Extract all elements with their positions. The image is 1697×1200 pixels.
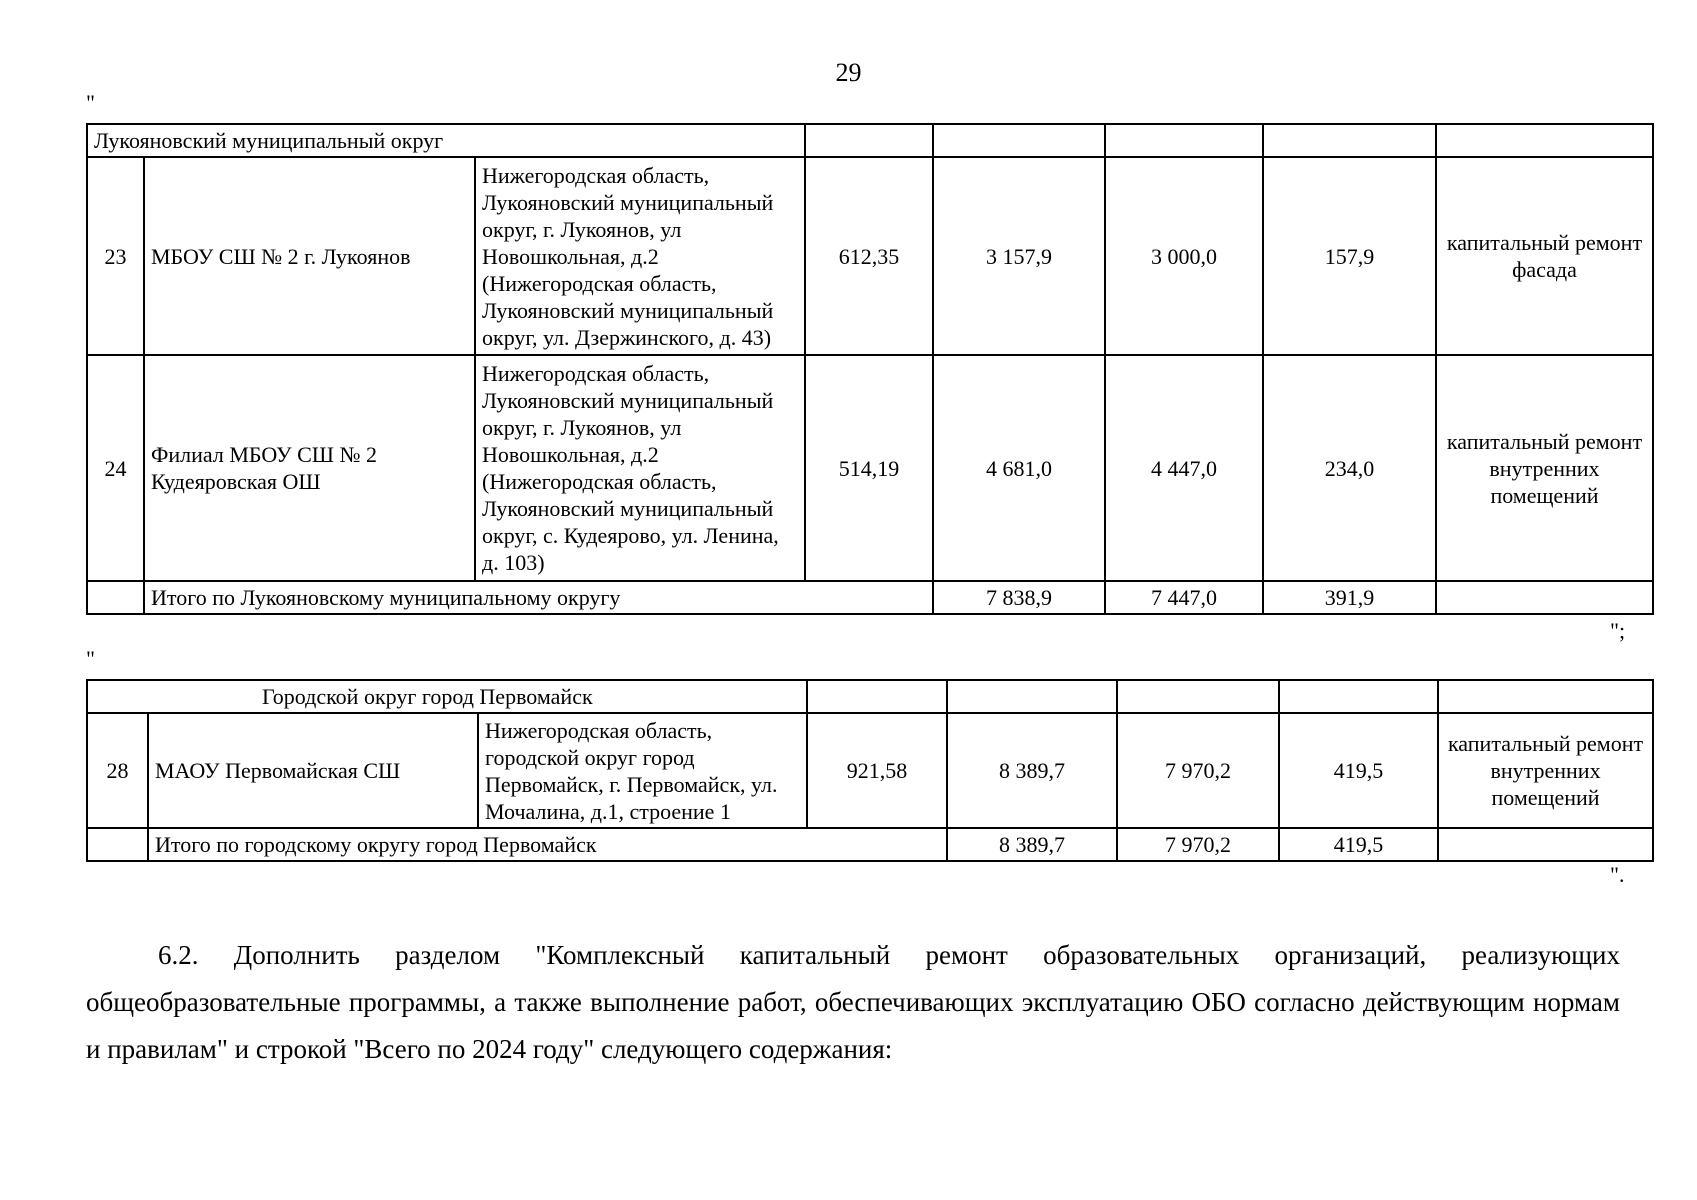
table-row bbox=[87, 157, 1653, 355]
local-value: 234,0 bbox=[1263, 355, 1436, 581]
local-value: 419,5 bbox=[1279, 713, 1438, 828]
paragraph-text: 6.2. Дополнить разделом "Комплексный капитальный ремонт образовательных организаций, реализующих общеобразовательные программы, а также выполнение работ, обеспечивающих эксплуатацию ОБО согласно действующим нормам и правилам" и строкой "Всего по 2024 году" следующего содержания: bbox=[86, 940, 1620, 1064]
total-sum: 7 838,9 bbox=[933, 581, 1105, 614]
opening-quote: " bbox=[86, 90, 95, 115]
total-value: 3 157,9 bbox=[933, 157, 1105, 355]
work-type: капитальный ремонт внутренних помещений bbox=[1438, 713, 1653, 828]
total-value: 4 681,0 bbox=[933, 355, 1105, 581]
local-sum: 391,9 bbox=[1263, 581, 1436, 614]
school-name: МБОУ СШ № 2 г. Лукоянов bbox=[144, 157, 475, 355]
area-value: 612,35 bbox=[805, 157, 933, 355]
local-value: 157,9 bbox=[1263, 157, 1436, 355]
section-header-row bbox=[87, 124, 1653, 157]
work-type: капитальный ремонт фасада bbox=[1436, 157, 1653, 355]
total-row bbox=[87, 581, 1653, 614]
row-number: 28 bbox=[87, 713, 148, 828]
school-address: Нижегородская область, Лукояновский муниципальный округ, г. Лукоянов, ул Новошкольная, д.2 (Нижегородская область, Лукояновский муниципальный округ, с. Кудеярово, ул. Ленина, д. 103) bbox=[475, 355, 805, 581]
closing-quote: "; bbox=[1610, 618, 1626, 643]
empty-cell bbox=[1117, 680, 1279, 713]
total-label: Итого по городскому округу город Первомайск bbox=[148, 828, 947, 861]
opening-quote: " bbox=[86, 646, 95, 671]
section-title: Городской округ город Первомайск bbox=[87, 680, 807, 713]
school-address: Нижегородская область, городской округ город Первомайск, г. Первомайск, ул. Мочалина, д.1, строение 1 bbox=[478, 713, 807, 828]
area-value: 514,19 bbox=[805, 355, 933, 581]
empty-cell bbox=[1263, 124, 1436, 157]
local-sum: 419,5 bbox=[1279, 828, 1438, 861]
area-value: 921,58 bbox=[807, 713, 947, 828]
empty-cell bbox=[1279, 680, 1438, 713]
school-name: Филиал МБОУ СШ № 2 Кудеяровская ОШ bbox=[144, 355, 475, 581]
empty-cell bbox=[807, 680, 947, 713]
empty-cell bbox=[933, 124, 1105, 157]
empty-cell bbox=[947, 680, 1117, 713]
regional-sum: 7 447,0 bbox=[1105, 581, 1263, 614]
closing-quote: ". bbox=[1610, 862, 1625, 887]
empty-cell bbox=[1438, 680, 1653, 713]
empty-cell bbox=[805, 124, 933, 157]
regional-value: 3 000,0 bbox=[1105, 157, 1263, 355]
paragraph-6-2 bbox=[86, 932, 1620, 1073]
table-row bbox=[87, 713, 1653, 828]
section-header-row bbox=[87, 680, 1653, 713]
regional-sum: 7 970,2 bbox=[1117, 828, 1279, 861]
empty-cell bbox=[1436, 581, 1653, 614]
empty-cell bbox=[1438, 828, 1653, 861]
empty-cell bbox=[1105, 124, 1263, 157]
section-title: Лукояновский муниципальный округ bbox=[87, 124, 805, 157]
work-type: капитальный ремонт внутренних помещений bbox=[1436, 355, 1653, 581]
page-number: 29 bbox=[835, 58, 862, 87]
total-value: 8 389,7 bbox=[947, 713, 1117, 828]
total-row bbox=[87, 828, 1653, 861]
empty-cell bbox=[1436, 124, 1653, 157]
row-number: 24 bbox=[87, 355, 144, 581]
total-label: Итого по Лукояновскому муниципальному округу bbox=[144, 581, 933, 614]
table-pervomaysk bbox=[86, 679, 1654, 862]
school-name: МАОУ Первомайская СШ bbox=[148, 713, 478, 828]
table-lukoyanov bbox=[86, 123, 1654, 615]
regional-value: 4 447,0 bbox=[1105, 355, 1263, 581]
empty-cell bbox=[87, 581, 144, 614]
row-number: 23 bbox=[87, 157, 144, 355]
total-sum: 8 389,7 bbox=[947, 828, 1117, 861]
empty-cell bbox=[87, 828, 148, 861]
school-address: Нижегородская область, Лукояновский муниципальный округ, г. Лукоянов, ул Новошкольная, д.2 (Нижегородская область, Лукояновский муниципальный округ, ул. Дзержинского, д. 43) bbox=[475, 157, 805, 355]
table-row bbox=[87, 355, 1653, 581]
regional-value: 7 970,2 bbox=[1117, 713, 1279, 828]
